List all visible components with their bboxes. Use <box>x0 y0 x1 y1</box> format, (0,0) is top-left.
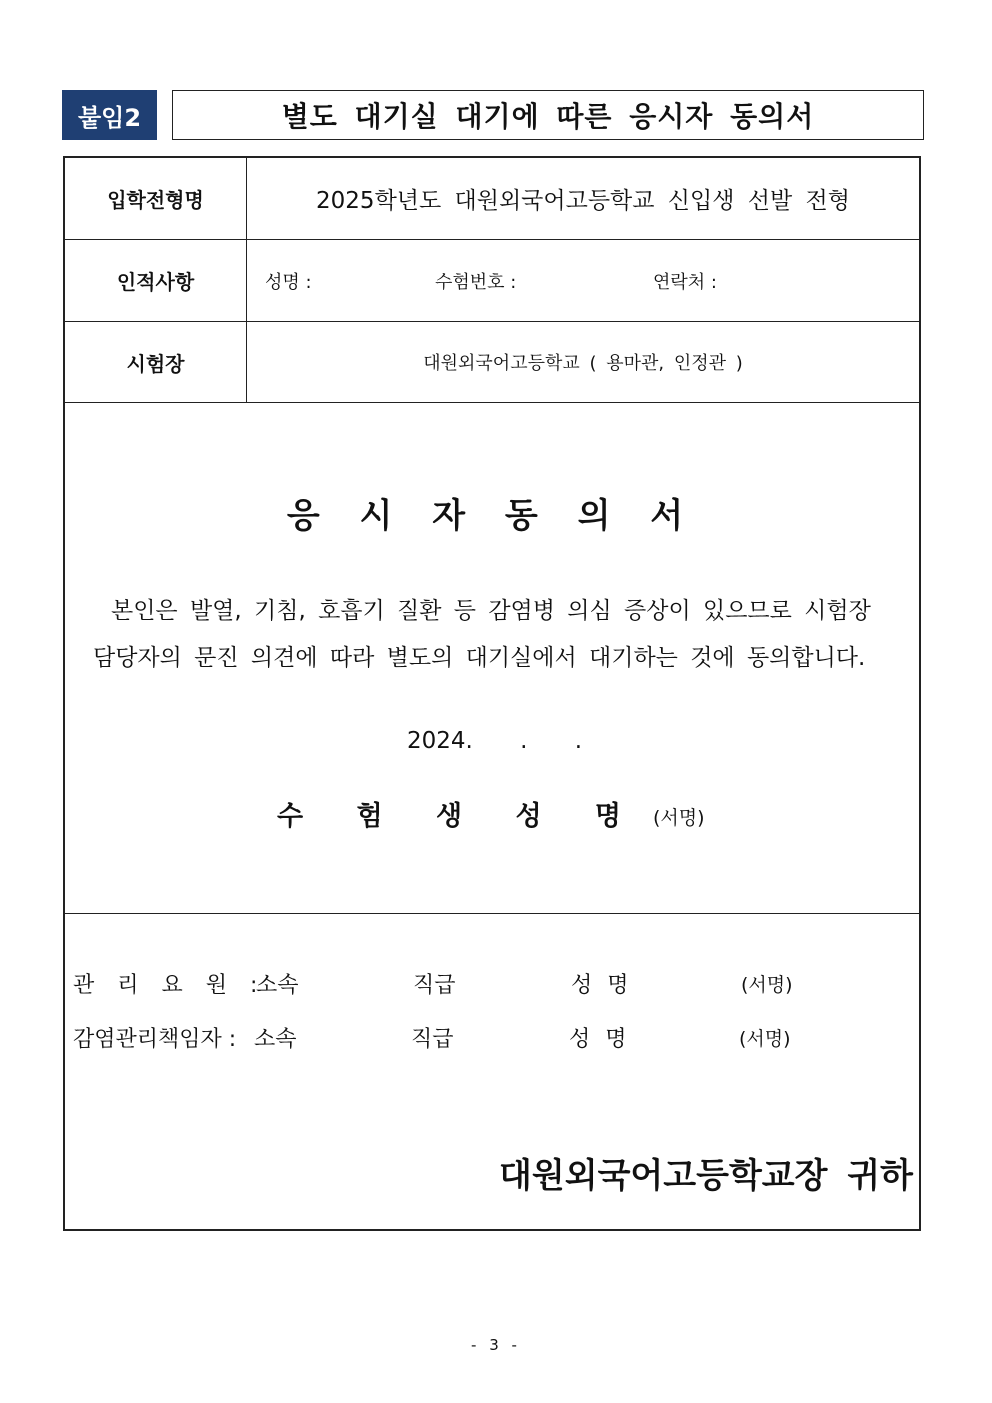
consent-text-line1: 본인은 발열, 기침, 호흡기 질환 등 감염병 의심 증상이 있으므로 시험장 <box>111 598 871 624</box>
admission-label: 입학전형명 <box>65 158 247 239</box>
personal-info-row <box>65 240 919 322</box>
admission-row <box>65 158 919 240</box>
manager-role: 관 리 요 원 : <box>73 973 266 998</box>
closing-addressee: 대원외국어고등학교장 귀하 <box>499 1156 913 1196</box>
document-title-text: 별도 대기실 대기에 따른 응시자 동의서 <box>281 100 815 133</box>
name-field[interactable]: 성명 : <box>265 271 312 293</box>
venue-row <box>65 322 919 403</box>
venue-value: 대원외국어고등학교 ( 용마관, 인정관 ) <box>423 353 743 374</box>
admission-value: 2025학년도 대원외국어고등학교 신입생 선발 전형 <box>316 188 850 214</box>
examinee-name-label: 수 험 생 성 명 <box>277 801 636 832</box>
date-line[interactable]: 2024. . . <box>407 728 583 754</box>
consent-heading: 응 시 자 동 의 서 <box>286 496 698 536</box>
manager-name[interactable]: 성 명 <box>571 973 633 998</box>
section-divider <box>65 913 919 914</box>
infection-officer-position[interactable]: 직급 <box>411 1027 454 1052</box>
manager-affiliation[interactable]: 소속 <box>256 973 299 998</box>
infection-officer-name[interactable]: 성 명 <box>569 1027 631 1052</box>
consent-form <box>63 156 921 1231</box>
infection-officer-affiliation[interactable]: 소속 <box>254 1027 297 1052</box>
exam-number-field[interactable]: 수험번호 : <box>435 271 517 293</box>
examinee-signature[interactable]: (서명) <box>653 807 705 829</box>
venue-label: 시험장 <box>65 322 247 402</box>
consent-text-line2: 담당자의 문진 의견에 따라 별도의 대기실에서 대기하는 것에 동의합니다. <box>93 645 866 671</box>
contact-field[interactable]: 연락처 : <box>653 271 717 293</box>
infection-officer-signature[interactable]: (서명) <box>739 1028 791 1050</box>
infection-officer-role: 감염관리책임자 : <box>73 1027 237 1052</box>
personal-info-fields <box>247 240 919 321</box>
manager-position[interactable]: 직급 <box>413 973 456 998</box>
page-number: - 3 - <box>471 1336 521 1354</box>
manager-signature[interactable]: (서명) <box>741 974 793 996</box>
attachment-badge: 붙임2 <box>62 90 157 140</box>
document-title <box>172 90 924 140</box>
personal-info-label: 인적사항 <box>65 240 247 321</box>
